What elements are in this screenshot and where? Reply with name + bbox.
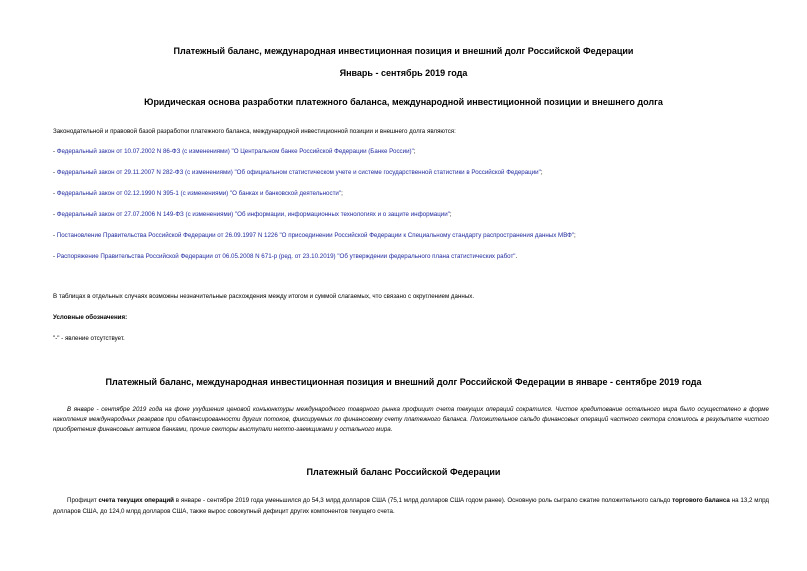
legal-item-dash: - (53, 190, 57, 197)
legal-item (53, 190, 343, 197)
document-period: Январь - сентябрь 2019 года (339, 68, 468, 78)
legal-link-resolution-1226[interactable]: Постановление Правительства Российской Федерации от 26.09.1997 N 1226 "О присоединении Российской Федерации к Специальному стандарту распространения данных МВФ" (56, 232, 575, 239)
legal-basis-heading: Юридическая основа разработки платежного баланса, международной инвестиционной позиции и внешнего долга (144, 97, 663, 107)
legal-intro: Законодательной и правовой базой разработки платежного баланса, международной инвестиционной позиции и внешнего долга являются: (53, 128, 456, 135)
legal-item-tail: ; (413, 148, 416, 155)
legal-item-dash: - (53, 232, 57, 239)
summary-heading: Платежный баланс, международная инвестиционная позиция и внешний долг Российской Федерации в январе - сентябре 2019 года (105, 377, 702, 387)
bop-text: в январе - сентябре 2019 года уменьшился до 54,3 млрд долларов США (75,1 млрд долларов США годом ранее). Основную роль сыграло сжатие положительного сальдо (173, 497, 673, 504)
trade-balance-term: торгового баланса (672, 497, 730, 504)
legend-item: "-" - явление отсутствует. (53, 335, 125, 342)
legal-item-dash: - (53, 148, 57, 155)
document-title: Платежный баланс, международная инвестиционная позиция и внешний долг Российской Федерации (173, 46, 634, 56)
legal-item-tail: ; (540, 169, 543, 176)
bop-text: на 13,2 млрд долларов США, до 124,0 млрд долларов США, также вырос совокупный дефицит других компонентов текущего счета. (53, 497, 770, 515)
legal-link-order-671-r[interactable]: Распоряжение Правительства Российской Федерации от 06.05.2008 N 671-р (ред. от 23.10.2019) "Об утверждении федерального плана статистических работ" (56, 253, 516, 260)
legal-item (53, 148, 416, 155)
legal-item-tail: ; (449, 211, 452, 218)
legal-item (53, 232, 576, 239)
legal-item-dash: - (53, 169, 57, 176)
bop-text: Профицит (67, 497, 99, 504)
summary-paragraph: В январе - сентябре 2019 года на фоне ухудшения ценовой конъюнктуры международного товарного рынка профицит счета текущих операций сократился. Чистое кредитование остального мира было осуществлено в форме накопления международных резервов при сбалансированности других потоков, фиксируемых по финансовому счету платежного баланса. Положительное сальдо финансовых операций частного сектора сложилось в результате чистого приобретения финансовых активов банками, прочие секторы выступали нетто-заемщиками у остального мира. (53, 406, 769, 433)
bop-paragraph (53, 495, 769, 517)
legal-link-86-fz[interactable]: Федеральный закон от 10.07.2002 N 86-ФЗ (с изменениями) "О Центральном банке Российской Федерации (Банке России)" (56, 148, 414, 155)
legal-item (53, 253, 517, 260)
legal-link-395-1[interactable]: Федеральный закон от 02.12.1990 N 395-1 (с изменениями) "О банках и банковской деятельности" (56, 190, 342, 197)
current-account-term: счета текущих операций (98, 497, 174, 504)
legal-link-282-fz[interactable]: Федеральный закон от 29.11.2007 N 282-ФЗ (с изменениями) "Об официальном статистическом учете и системе государственной статистики в Российской Федерации" (56, 169, 541, 176)
legal-item-dash: - (53, 211, 57, 218)
legal-link-149-fz[interactable]: Федеральный закон от 27.07.2006 N 149-ФЗ (с изменениями) "Об информации, информационных технологиях и о защите информации" (56, 211, 450, 218)
rounding-note: В таблицах в отдельных случаях возможны незначительные расхождения между итогом и суммой слагаемых, что связано с округлением данных. (53, 293, 475, 300)
legal-item-tail: ; (341, 190, 343, 197)
legal-item-dash: - (53, 253, 57, 260)
legal-item (53, 169, 543, 176)
bop-heading: Платежный баланс Российской Федерации (306, 467, 501, 477)
legal-item-tail: . (515, 253, 518, 260)
legal-item (53, 211, 452, 218)
legal-item-tail: ; (574, 232, 576, 239)
legend-title: Условные обозначения: (53, 314, 128, 321)
